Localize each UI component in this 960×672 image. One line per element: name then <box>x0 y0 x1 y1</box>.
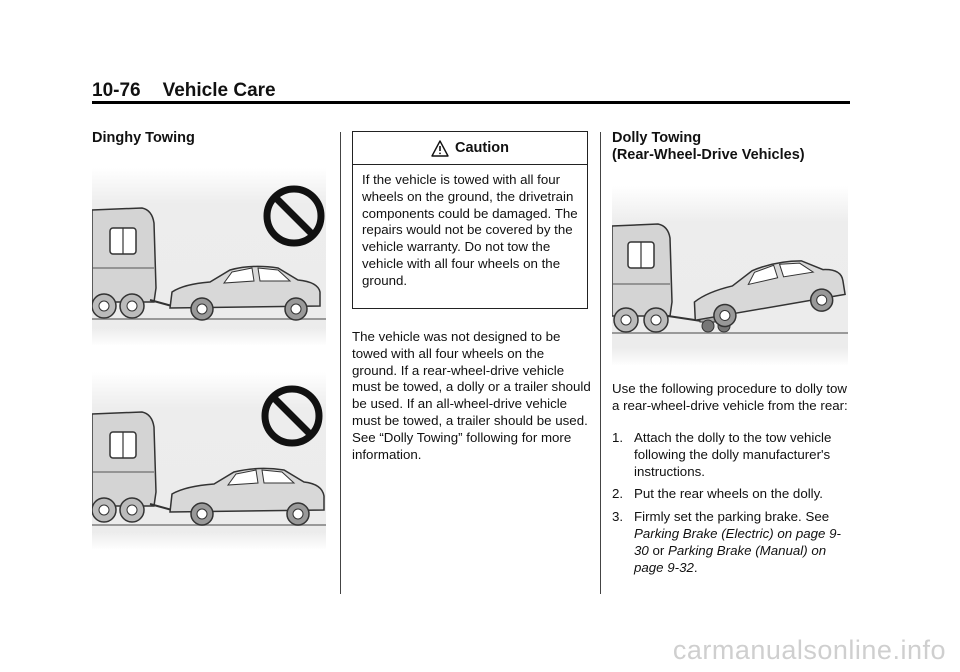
dolly-towing-heading-line2: (Rear-Wheel-Drive Vehicles) <box>612 147 805 163</box>
dinghy-towing-figure-1 <box>92 168 326 346</box>
step-text: Firmly set the parking brake. See <box>634 509 830 525</box>
parking-brake-manual-link[interactable]: Parking Brake (Manual) on page 9-32 <box>634 542 827 575</box>
dinghy-towing-figure-2 <box>92 372 326 550</box>
step-number: 2. <box>612 486 624 502</box>
dolly-towing-heading-line1: Dolly Towing <box>612 130 702 146</box>
step-text: Put the rear wheels on the dolly. <box>634 486 823 502</box>
dolly-towing-figure <box>612 186 848 366</box>
list-item <box>612 509 852 576</box>
parking-brake-electric-link[interactable]: Parking Brake (Electric) on page 9-30 <box>634 525 841 558</box>
list-item <box>612 430 852 480</box>
caution-box <box>352 131 588 309</box>
column-divider <box>340 132 341 594</box>
page-header <box>92 80 276 102</box>
caution-triangle-icon <box>431 140 449 157</box>
caution-text: If the vehicle is towed with all four wheels on the ground, the drivetrain components could be damaged. The repairs would not be covered by the vehicle warranty. Do not tow the vehicle with all four wheels on the ground. <box>362 172 578 288</box>
step-text: Attach the dolly to the tow vehicle following the dolly manufacturer's instructions. <box>634 430 832 479</box>
dolly-steps-list <box>612 430 852 582</box>
header-rule <box>92 101 850 104</box>
list-item <box>612 486 852 503</box>
step-number: 3. <box>612 509 624 525</box>
dinghy-towing-paragraph: The vehicle was not designed to be towed with all four wheels on the ground. If a rear-wheel-drive vehicle must be towed, a dolly or a trailer should be used. If an all-wheel-drive vehicle must be towed, a trailer should be used. See “Dolly Towing” following for more information. <box>352 329 591 462</box>
section-title: Vehicle Care <box>162 80 276 101</box>
dolly-towing-heading <box>612 130 852 164</box>
column-divider <box>600 132 601 594</box>
dolly-intro-paragraph: Use the following procedure to dolly tow a rear-wheel-drive vehicle from the rear: <box>612 381 848 413</box>
step-text-connector: or <box>648 542 669 558</box>
page-number: 10-76 <box>92 80 141 101</box>
step-text-end: . <box>693 559 698 575</box>
step-number: 1. <box>612 430 624 445</box>
dinghy-towing-heading: Dinghy Towing <box>92 130 195 146</box>
caution-header <box>353 132 587 165</box>
caution-title: Caution <box>455 140 509 156</box>
watermark: carmanualsonline.info <box>672 635 946 665</box>
